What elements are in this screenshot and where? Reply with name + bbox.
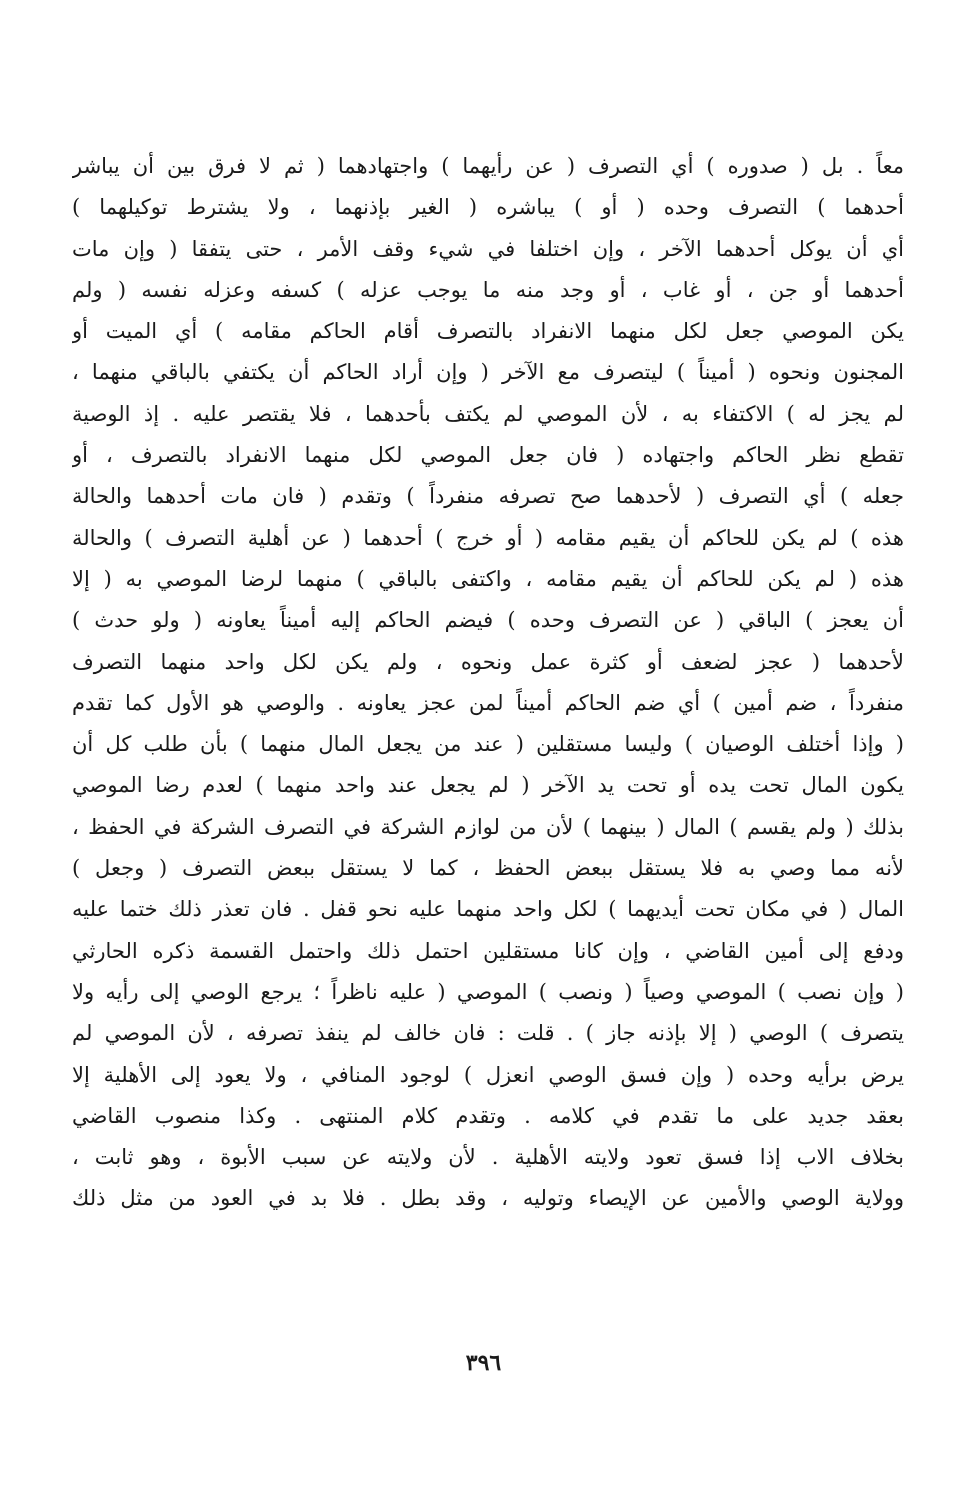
text-line: هذه ) لم يكن للحاكم أن يقيم مقامه ( أو خرج ) أحدهما ( عن أهلية التصرف ) والحالة	[72, 525, 904, 550]
text-line: يكن الموصي جعل لكل منهما الانفراد بالتصرف أقام الحاكم مقامه ) أي الميت أو	[72, 319, 904, 344]
text-line: يكون المال تحت يده أو تحت يد الآخر ( لم يجعل عند واحد منهما ) لعدم رضا الموصي	[72, 773, 904, 798]
text-line: ( وإذا أختلف الوصيان ) وليسا مستقلين ( عند من يجعل المال منهما ) بأن طلب كل أن	[72, 732, 904, 757]
text-line: أي أن يوكل أحدهما الآخر ، وإن اختلفا في شيء وقف الأمر ، حتى يتفقا ( وإن مات	[72, 236, 904, 261]
text-line: معاً . بل ( صدوره ) أي التصرف ( عن رأيهما ) واجتهادهما ( ثم لا فرق بين أن يباشر	[72, 154, 904, 178]
text-line: لأنه مما وصي به فلا يستقل ببعض الحفظ ، كما لا يستقل ببعض التصرف ( وجعل )	[72, 856, 904, 881]
text-line: بعقد جديد على ما تقدم في كلامه . وتقدم كلام المنتهى . وكذا منصوب القاضي	[72, 1103, 904, 1128]
text-line: أحدهما أو جن ، أو غاب ، أو وجد منه ما يوجب عزله ) كسفه وعزله نفسه ( ولم	[72, 277, 904, 302]
text-line: المال ( في مكان تحت أيديهما ) لكل واحد منهما عليه نحو قفل . فان تعذر ذلك ختما عليه	[72, 897, 904, 922]
page-number: ٣٩٦	[465, 1350, 502, 1376]
text-line: المجنون ونحوه ( أميناً ) ليتصرف مع الآخر ( وإن أراد الحاكم أن يكتفي بالباقي منهما ،	[72, 360, 904, 385]
text-line: بخلاف الاب إذا فسق تعود ولايته الأهلية . لأن ولايته عن سبب الأبوة ، وهو ثابت ،	[72, 1145, 904, 1170]
text-line: جعله ) أي التصرف ( لأحدهما صح تصرفه منفرداً ) وتقدم ( فان مات أحدهما والحالة	[72, 484, 904, 509]
text-line: ( وإن نصب ) الموصي وصياً ( ونصب ) الموصي ( عليه ناظراً ؛ يرجع الوصي إلى رأيه ولا	[72, 979, 904, 1004]
text-line: بذلك ( ولم يقسم ) المال ( بينهما ) لأن من لوازم الشركة في التصرف الشركة في الحفظ ،	[72, 814, 904, 839]
text-line: وولاية الوصي والأمين عن الإيصاء وتوليه ، وقد بطل . فلا بد في العود من مثل ذلك	[72, 1186, 904, 1211]
text-line: هذه ( لم يكن للحاكم أن يقيم مقامه ، واكتفى بالباقي ) منهما لرضا الموصي به ( إلا	[72, 566, 904, 591]
text-line: يتصرف ) الوصي ( إلا بإذنه جاز ) . قلت : فان خالف لم ينفذ تصرفه ، لأن الموصي لم	[72, 1021, 904, 1046]
text-line: ودفع إلى أمين القاضي ، وإن كانا مستقلين احتمل ذلك واحتمل القسمة ذكره الحارثي	[72, 938, 904, 963]
text-line: أحدهما ) التصرف وحده ( أو ) يباشره ( الغير بإذنهما ، ولا يشترط توكيلهما )	[72, 195, 904, 220]
text-line: يرض برأيه وحده ( وإن فسق الوصي انعزل ) لوجود المنافي ، ولا يعود إلى الأهلية إلا	[72, 1062, 904, 1087]
text-line: تقطع نظر الحاكم واجتهاده ( فان جعل الموصي لكل منهما الانفراد بالتصرف ، أو	[72, 443, 904, 468]
main-text-block	[72, 146, 904, 1220]
text-line: لم يجز له ) الاكتفاء به ، لأن الموصي لم يكتف بأحدهما ، فلا يقتصر عليه . إذ الوصية	[72, 401, 904, 426]
text-line: أن يعجز ) الباقي ( عن التصرف وحده ) فيضم الحاكم إليه أميناً يعاونه ( ولو حدث )	[72, 608, 904, 633]
text-line: لأحدهما ( عجز لضعف أو كثرة عمل ونحوه ، ولم يكن لكل واحد منهما التصرف	[72, 649, 904, 674]
text-line: منفرداً ، ضم أمين ) أي ضم الحاكم أميناً لمن عجز يعاونه . والوصي هو الأول كما تقدم	[72, 690, 904, 715]
